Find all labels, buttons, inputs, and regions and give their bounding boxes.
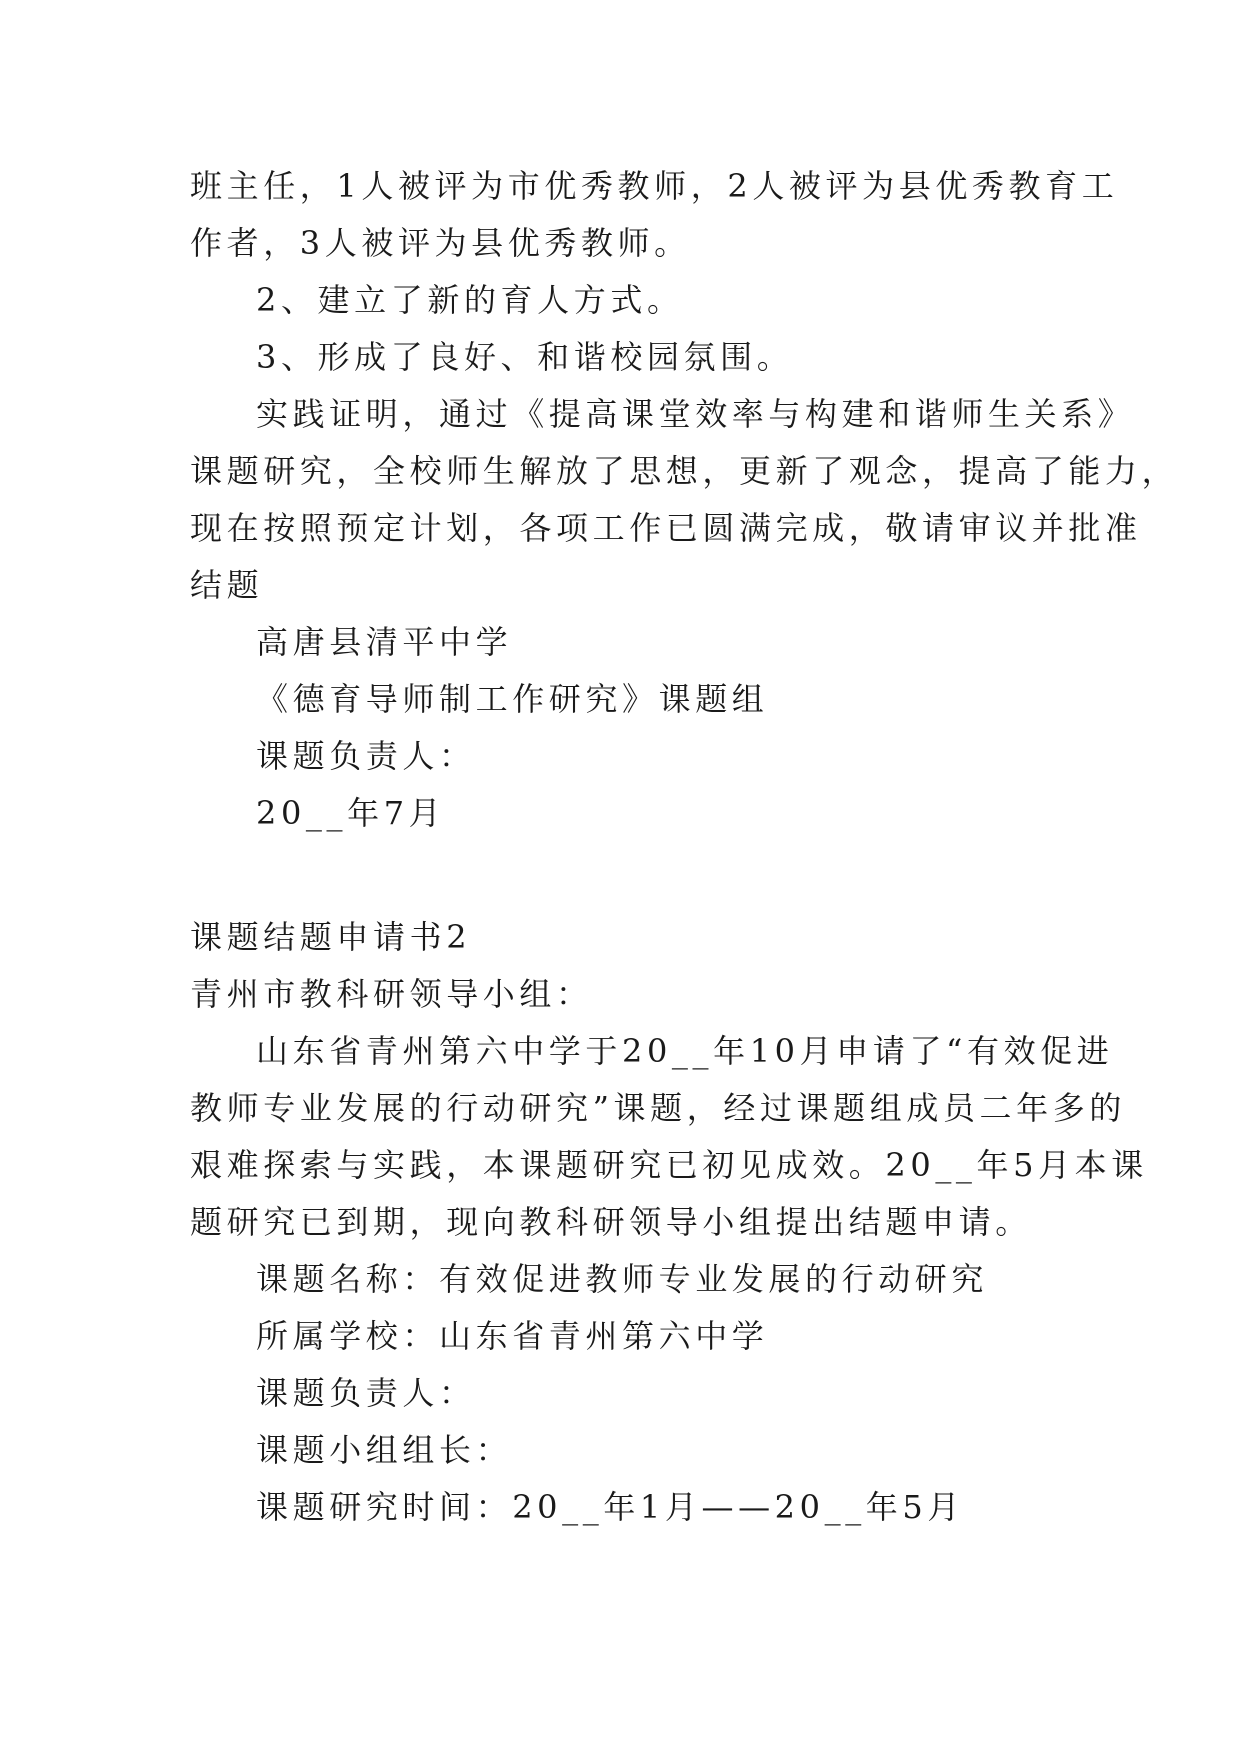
text-line: 题研究已到期，现向教科研领导小组提出结题申请。 — [190, 1203, 1032, 1241]
paragraph-start: 实践证明，通过《提高课堂效率与构建和谐师生关系》 — [256, 395, 1135, 433]
research-period: 课题研究时间：20__年1月——20__年5月 — [256, 1488, 964, 1526]
school-name: 高唐县清平中学 — [256, 623, 513, 661]
text-line: 现在按照预定计划，各项工作已圆满完成，敬请审议并批准 — [190, 509, 1142, 547]
school-affiliation: 所属学校：山东省青州第六中学 — [256, 1317, 769, 1355]
project-leader-label: 课题负责人： — [256, 737, 476, 775]
list-item: 2、建立了新的育人方式。 — [256, 281, 684, 319]
project-name: 课题名称：有效促进教师专业发展的行动研究 — [256, 1260, 989, 1298]
salutation: 青州市教科研领导小组： — [190, 975, 593, 1013]
list-item: 3、形成了良好、和谐校园氛围。 — [256, 338, 794, 376]
text-line: 作者，3人被评为县优秀教师。 — [190, 224, 691, 262]
project-group: 《德育导师制工作研究》课题组 — [256, 680, 769, 718]
text-line: 艰难探索与实践，本课题研究已初见成效。20__年5月本课 — [190, 1146, 1148, 1184]
text-line: 课题研究，全校师生解放了思想，更新了观念，提高了能力， — [190, 452, 1179, 490]
signature-date: 20__年7月 — [256, 794, 446, 832]
section-title: 课题结题申请书2 — [190, 918, 472, 956]
text-line: 结题 — [190, 566, 264, 604]
project-leader-label: 课题负责人： — [256, 1374, 476, 1412]
group-leader-label: 课题小组组长： — [256, 1431, 513, 1469]
paragraph-start: 山东省青州第六中学于20__年10月申请了“有效促进 — [256, 1032, 1114, 1070]
text-line: 教师专业发展的行动研究”课题，经过课题组成员二年多的 — [190, 1089, 1126, 1127]
text-line: 班主任，1人被评为市优秀教师，2人被评为县优秀教育工 — [190, 167, 1119, 205]
